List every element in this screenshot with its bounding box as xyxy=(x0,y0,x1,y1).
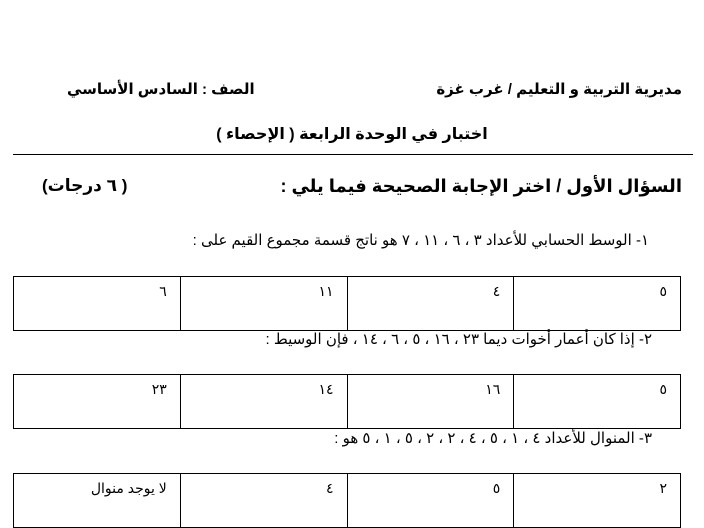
item-3-option-a[interactable]: ٢ xyxy=(514,474,681,528)
item-1-option-b[interactable]: ٤ xyxy=(347,277,514,331)
item-3-option-b[interactable]: ٥ xyxy=(347,474,514,528)
item-1-option-c[interactable]: ١١ xyxy=(180,277,347,331)
item-2-text: ٢- إذا كان أعمار أخوات ديما ٢٣ ، ١٦ ، ٥ ، ٦ ، ١٤ ، فإن الوسيط : xyxy=(265,331,652,348)
item-2-options-table xyxy=(13,374,681,429)
item-2-option-b[interactable]: ١٦ xyxy=(347,375,514,429)
item-3-option-d[interactable]: لا يوجد منوال xyxy=(14,474,181,528)
item-1-option-d[interactable]: ٦ xyxy=(14,277,181,331)
question-1-title: السؤال الأول / اختر الإجابة الصحيحة فيما يلي : xyxy=(280,176,682,196)
item-3-text: ٣- المنوال للأعداد ٤ ، ١ ، ٥ ، ٤ ، ٢ ، ٢ ، ٥ ، ١ ، ٥ هو : xyxy=(334,430,652,447)
item-2-option-c[interactable]: ١٤ xyxy=(180,375,347,429)
item-2-option-a[interactable]: ٥ xyxy=(514,375,681,429)
grade-label: الصف : السادس الأساسي xyxy=(67,81,255,98)
exam-title: اختبار في الوحدة الرابعة ( الإحصاء ) xyxy=(216,126,488,143)
item-3-options-table xyxy=(13,473,681,528)
question-1-marks: ( ٦ درجات) xyxy=(42,176,128,195)
item-1-text: ١- الوسط الحسابي للأعداد ٣ ، ٦ ، ١١ ، ٧ هو ناتج قسمة مجموع القيم على : xyxy=(192,232,649,249)
item-1-options-table xyxy=(13,276,681,331)
item-3-option-c[interactable]: ٤ xyxy=(180,474,347,528)
directorate-heading: مديرية التربية و التعليم / غرب غزة xyxy=(436,81,682,98)
item-1-option-a[interactable]: ٥ xyxy=(514,277,681,331)
item-2-option-d[interactable]: ٢٣ xyxy=(14,375,181,429)
header-divider xyxy=(13,154,693,155)
